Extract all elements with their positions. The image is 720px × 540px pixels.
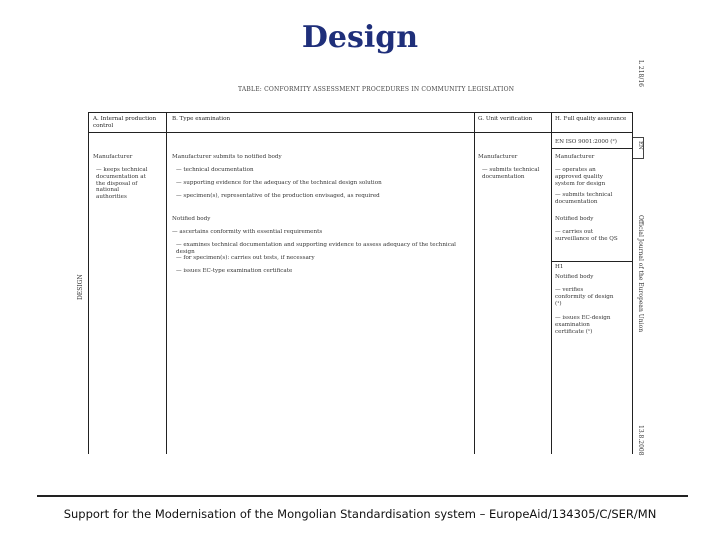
table-header-rule	[88, 132, 632, 133]
col-h-notified2: Notified body	[555, 274, 594, 280]
col-a-item: — keeps technical documentation at the disposal of national authorities	[96, 167, 148, 201]
col-b-item: — specimen(s), representative of the production envisaged, as required	[176, 193, 380, 199]
margin-lang: EN	[637, 141, 643, 150]
col-h-header: H. Full quality assurance	[555, 116, 627, 122]
h1-rule	[551, 261, 632, 262]
col-g-header: G. Unit verification	[478, 116, 533, 122]
col-h-h1: H1	[555, 264, 564, 270]
col-h-standard: EN ISO 9001:2000 (²)	[555, 139, 617, 145]
col-b-nb-item: — for specimen(s): carries out tests, if necessary	[176, 255, 315, 261]
col-b-item: — supporting evidence for the adequacy of the technical design solution	[176, 180, 382, 186]
table-border-right	[632, 112, 633, 454]
col-h-manufacturer: Manufacturer	[555, 154, 595, 160]
col-b-notified: Notified body	[172, 216, 211, 222]
col-h-notified: Notified body	[555, 216, 594, 222]
table-top-rule	[88, 112, 632, 113]
col-a-manufacturer: Manufacturer	[93, 154, 133, 160]
table-divider	[166, 112, 167, 454]
col-a-header: A. Internal production control	[93, 116, 157, 129]
col-b-header: B. Type examination	[172, 116, 231, 122]
margin-journal: Official Journal of the European Union	[637, 215, 644, 333]
col-b-nb-item: — examines technical documentation and supporting evidence to assess adequacy of the technical design	[176, 242, 456, 255]
col-b-nb-item: — issues EC-type examination certificate	[176, 268, 293, 274]
table-divider	[474, 112, 475, 454]
col-h-nb2-item: — issues EC-design examination certificate (¹)	[555, 315, 611, 335]
table-border-left	[88, 112, 89, 454]
col-h-item: — submits technical documentation	[555, 192, 613, 205]
col-h-nb2-item: — verifies conformity of design (¹)	[555, 287, 614, 307]
col-g-manufacturer: Manufacturer	[478, 154, 518, 160]
footer-text: Support for the Modernisation of the Mongolian Standardisation system – EuropeAid/134305/C/SER/MN	[63, 507, 657, 521]
col-h-nb-item: — carries out surveillance of the QS	[555, 229, 618, 242]
table-divider	[551, 112, 552, 454]
conformity-table	[88, 112, 632, 454]
table-title: TABLE: CONFORMITY ASSESSMENT PROCEDURES IN COMMUNITY LEGISLATION	[238, 86, 515, 93]
footer-rule	[37, 495, 688, 497]
col-b-item: — technical documentation	[176, 167, 254, 173]
col-b-manufacturer: Manufacturer submits to notified body	[172, 154, 282, 160]
col-g-item: — submits technical documentation	[482, 167, 540, 180]
col-h-item: — operates an approved quality system for design	[555, 167, 606, 187]
side-label-design: DESIGN	[77, 274, 84, 300]
h-standard-rule	[551, 148, 632, 149]
col-b-nb-item: — ascertains conformity with essential requirements	[172, 229, 323, 235]
slide-title: Design	[301, 20, 419, 55]
margin-date: 13.8.2008	[637, 425, 644, 456]
margin-page-ref: L 218/16	[637, 60, 644, 87]
